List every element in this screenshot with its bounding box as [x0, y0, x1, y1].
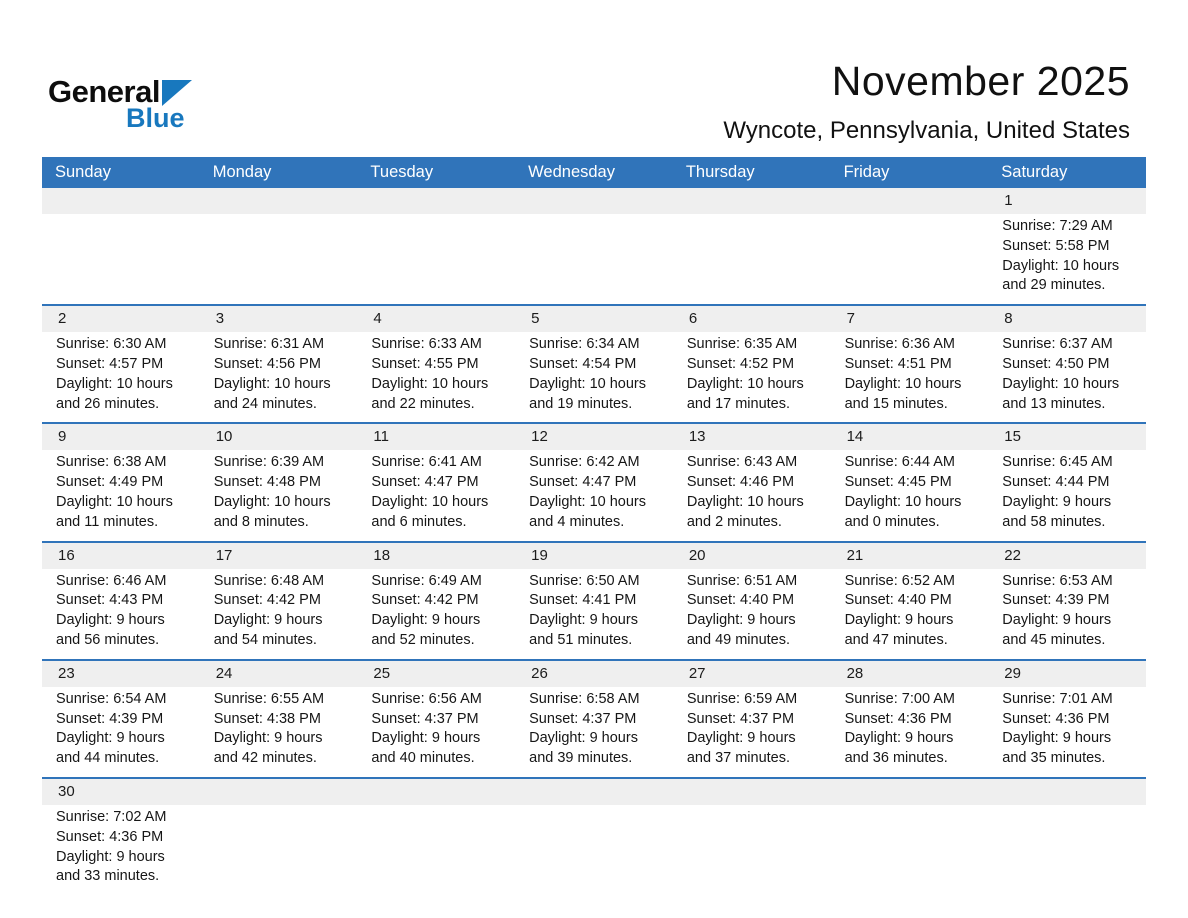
- day-details: [831, 687, 989, 777]
- day-number-strip: [357, 661, 515, 687]
- daylight-line-2: and 8 minutes.: [213, 513, 309, 530]
- day-number: 23: [58, 664, 75, 682]
- day-details: [673, 687, 831, 777]
- location-subtitle: Wyncote, Pennsylvania, United States: [723, 117, 1130, 144]
- daylight-line-2: and 39 minutes.: [529, 750, 633, 767]
- sunset-text: Sunset: 4:45 PM: [844, 474, 952, 491]
- calendar-table: [42, 157, 1146, 895]
- weekday-header-sunday: Sunday: [55, 163, 111, 181]
- day-cell: [357, 424, 515, 540]
- day-details: [200, 214, 358, 225]
- daylight-line-1: Daylight: 10 hours: [56, 375, 173, 392]
- day-details: [200, 687, 358, 777]
- day-number: 27: [688, 664, 706, 682]
- sunset-text: Sunset: 4:40 PM: [686, 592, 795, 609]
- day-details: [515, 450, 673, 540]
- weekday-header-thursday: Thursday: [685, 163, 755, 181]
- day-number-strip: [515, 424, 673, 450]
- daylight-line-2: and 24 minutes.: [213, 395, 317, 412]
- day-number-strip: [831, 661, 989, 687]
- day-number: 1: [1004, 192, 1013, 209]
- sunset-text: Sunset: 4:37 PM: [371, 710, 479, 727]
- sunset-text: Sunset: 4:56 PM: [213, 355, 321, 372]
- sunrise-text: Sunrise: 6:58 AM: [529, 690, 640, 707]
- day-number: 4: [373, 310, 382, 328]
- sunrise-text: Sunrise: 7:01 AM: [1002, 690, 1113, 707]
- sunrise-text: Sunrise: 6:46 AM: [56, 572, 167, 589]
- day-number-strip: [831, 543, 989, 569]
- sunrise-text: Sunrise: 6:33 AM: [371, 336, 482, 353]
- day-details: [988, 569, 1146, 659]
- day-number-strip: [200, 661, 358, 687]
- day-number: 9: [58, 428, 67, 446]
- daylight-line-1: Daylight: 9 hours: [1002, 730, 1112, 747]
- day-cell: [673, 424, 831, 540]
- day-number-strip: [42, 306, 200, 332]
- sunset-text: Sunset: 4:47 PM: [371, 474, 479, 491]
- sunset-text: Sunset: 4:39 PM: [56, 710, 164, 727]
- sunrise-text: Sunrise: 6:48 AM: [213, 572, 325, 589]
- sunset-text: Sunset: 4:54 PM: [529, 355, 637, 372]
- sunset-text: Sunset: 4:50 PM: [1002, 355, 1110, 372]
- daylight-line-1: Daylight: 9 hours: [844, 730, 954, 747]
- day-number-strip: [831, 306, 989, 332]
- day-details: [673, 332, 831, 422]
- sunrise-text: Sunrise: 6:50 AM: [529, 572, 640, 589]
- day-cell: [42, 306, 200, 422]
- week-row: [42, 659, 1146, 777]
- day-number: 2: [58, 310, 67, 328]
- daylight-line-2: and 47 minutes.: [844, 631, 948, 648]
- sunset-text: Sunset: 4:43 PM: [56, 592, 164, 609]
- daylight-line-2: and 22 minutes.: [371, 395, 475, 412]
- empty-day-cell: [357, 779, 515, 895]
- daylight-line-1: Daylight: 10 hours: [529, 493, 647, 510]
- day-details: [200, 569, 358, 659]
- day-number-strip: [515, 188, 673, 214]
- page-title: November 2025: [831, 58, 1130, 104]
- day-number-strip: [42, 543, 200, 569]
- daylight-line-1: Daylight: 9 hours: [1002, 612, 1112, 629]
- day-number-strip: [42, 661, 200, 687]
- day-details: [988, 805, 1146, 816]
- day-number-strip: [357, 306, 515, 332]
- calendar-body: [42, 188, 1146, 895]
- daylight-line-2: and 4 minutes.: [529, 513, 625, 530]
- day-details: [831, 332, 989, 422]
- day-cell: [200, 543, 358, 659]
- day-number-strip: [515, 779, 673, 805]
- day-number: 8: [1004, 310, 1013, 328]
- day-number-strip: [357, 779, 515, 805]
- daylight-line-1: Daylight: 9 hours: [529, 612, 638, 629]
- day-number-strip: [515, 543, 673, 569]
- daylight-line-1: Daylight: 10 hours: [213, 375, 331, 392]
- daylight-line-1: Daylight: 9 hours: [1002, 493, 1112, 510]
- day-cell: [673, 306, 831, 422]
- daylight-line-1: Daylight: 10 hours: [529, 375, 647, 392]
- day-number: 5: [531, 310, 540, 328]
- week-row: [42, 188, 1146, 304]
- day-details: [515, 687, 673, 777]
- day-details: [42, 214, 200, 225]
- sunrise-text: Sunrise: 6:36 AM: [844, 336, 955, 353]
- weekday-header-row: [42, 157, 1146, 188]
- day-number-strip: [988, 779, 1146, 805]
- sunrise-text: Sunrise: 6:43 AM: [686, 454, 798, 471]
- day-number-strip: [988, 543, 1146, 569]
- day-details: [988, 332, 1146, 422]
- daylight-line-2: and 13 minutes.: [1002, 395, 1106, 412]
- day-details: [831, 214, 989, 225]
- day-number-strip: [515, 306, 673, 332]
- day-number: 11: [373, 428, 389, 446]
- weekday-header-tuesday: Tuesday: [370, 163, 434, 181]
- sunset-text: Sunset: 4:52 PM: [686, 355, 795, 372]
- empty-day-cell: [200, 779, 358, 895]
- day-details: [200, 332, 358, 422]
- empty-day-cell: [673, 779, 831, 895]
- day-cell: [42, 543, 200, 659]
- day-details: [515, 214, 673, 225]
- day-number-strip: [200, 306, 358, 332]
- day-details: [42, 805, 200, 895]
- sunset-text: Sunset: 4:57 PM: [56, 355, 164, 372]
- day-number-strip: [357, 188, 515, 214]
- day-number: 24: [215, 664, 233, 682]
- sunrise-text: Sunrise: 7:00 AM: [844, 690, 955, 707]
- daylight-line-1: Daylight: 10 hours: [56, 493, 173, 510]
- sunset-text: Sunset: 4:39 PM: [1002, 592, 1110, 609]
- day-number-strip: [200, 188, 358, 214]
- daylight-line-1: Daylight: 10 hours: [686, 375, 804, 392]
- day-number: 3: [215, 310, 225, 328]
- day-number: 29: [1004, 664, 1021, 682]
- day-number-strip: [200, 424, 358, 450]
- day-details: [357, 332, 515, 422]
- day-cell: [515, 543, 673, 659]
- logo-text-general: General: [48, 74, 160, 109]
- week-row: [42, 422, 1146, 540]
- day-number-strip: [831, 779, 989, 805]
- sunrise-text: Sunrise: 6:56 AM: [371, 690, 482, 707]
- sunset-text: Sunset: 4:44 PM: [1002, 474, 1110, 491]
- daylight-line-2: and 0 minutes.: [844, 513, 940, 530]
- day-cell: [988, 424, 1146, 540]
- day-number-strip: [515, 661, 673, 687]
- empty-day-cell: [200, 188, 358, 304]
- day-cell: [357, 661, 515, 777]
- daylight-line-2: and 40 minutes.: [371, 750, 475, 767]
- empty-day-cell: [673, 188, 831, 304]
- sunrise-text: Sunrise: 6:45 AM: [1002, 454, 1113, 471]
- day-details: [988, 214, 1146, 304]
- weekday-header-monday: Monday: [212, 163, 272, 181]
- sunset-text: Sunset: 4:47 PM: [529, 474, 637, 491]
- day-cell: [357, 306, 515, 422]
- daylight-line-2: and 33 minutes.: [56, 868, 160, 885]
- sunrise-text: Sunrise: 6:51 AM: [686, 572, 798, 589]
- weekday-header-friday: Friday: [843, 163, 890, 181]
- day-details: [42, 332, 200, 422]
- sunrise-text: Sunrise: 6:44 AM: [844, 454, 955, 471]
- empty-day-cell: [42, 188, 200, 304]
- day-number-strip: [988, 661, 1146, 687]
- day-number: 16: [58, 546, 75, 564]
- day-details: [831, 569, 989, 659]
- sunset-text: Sunset: 4:46 PM: [686, 474, 795, 491]
- daylight-line-2: and 19 minutes.: [529, 395, 633, 412]
- day-number-strip: [673, 424, 831, 450]
- day-number: 13: [688, 428, 706, 446]
- day-number: 26: [531, 664, 548, 682]
- daylight-line-2: and 35 minutes.: [1002, 750, 1106, 767]
- day-details: [42, 569, 200, 659]
- daylight-line-2: and 49 minutes.: [686, 631, 791, 648]
- sunset-text: Sunset: 5:58 PM: [1002, 237, 1110, 254]
- daylight-line-1: Daylight: 9 hours: [56, 612, 165, 629]
- daylight-line-1: Daylight: 9 hours: [686, 730, 796, 747]
- day-number: 10: [215, 428, 233, 446]
- daylight-line-2: and 58 minutes.: [1002, 513, 1106, 530]
- empty-day-cell: [515, 779, 673, 895]
- day-details: [515, 569, 673, 659]
- day-cell: [831, 543, 989, 659]
- day-cell: [673, 543, 831, 659]
- daylight-line-1: Daylight: 9 hours: [371, 730, 481, 747]
- day-number: 25: [373, 664, 391, 682]
- daylight-line-2: and 36 minutes.: [844, 750, 948, 767]
- daylight-line-1: Daylight: 9 hours: [56, 848, 165, 865]
- empty-day-cell: [357, 188, 515, 304]
- day-number-strip: [988, 424, 1146, 450]
- day-number-strip: [357, 424, 515, 450]
- sunset-text: Sunset: 4:37 PM: [529, 710, 637, 727]
- sunrise-text: Sunrise: 6:49 AM: [371, 572, 482, 589]
- day-details: [357, 687, 515, 777]
- day-details: [673, 214, 831, 225]
- sunset-text: Sunset: 4:40 PM: [844, 592, 952, 609]
- day-number-strip: [831, 188, 989, 214]
- day-details: [515, 805, 673, 816]
- day-number: 19: [531, 546, 548, 564]
- daylight-line-1: Daylight: 10 hours: [213, 493, 331, 510]
- day-cell: [831, 661, 989, 777]
- day-details: [357, 214, 515, 225]
- sunrise-text: Sunrise: 6:53 AM: [1002, 572, 1113, 589]
- empty-day-cell: [988, 779, 1146, 895]
- day-number: 15: [1004, 428, 1021, 446]
- daylight-line-2: and 26 minutes.: [56, 395, 160, 412]
- day-number-strip: [42, 779, 200, 805]
- daylight-line-1: Daylight: 10 hours: [1002, 375, 1120, 392]
- sunrise-text: Sunrise: 6:34 AM: [529, 336, 640, 353]
- day-cell: [515, 306, 673, 422]
- sunrise-text: Sunrise: 6:54 AM: [56, 690, 167, 707]
- title-block: [723, 58, 1130, 145]
- sunrise-text: Sunrise: 6:41 AM: [371, 454, 482, 471]
- week-row: [42, 304, 1146, 422]
- daylight-line-1: Daylight: 10 hours: [686, 493, 804, 510]
- day-cell: [988, 306, 1146, 422]
- day-number-strip: [673, 661, 831, 687]
- day-cell: [988, 661, 1146, 777]
- day-details: [988, 687, 1146, 777]
- day-details: [515, 332, 673, 422]
- daylight-line-1: Daylight: 10 hours: [371, 493, 489, 510]
- day-cell: [988, 543, 1146, 659]
- day-cell: [831, 306, 989, 422]
- day-cell: [357, 543, 515, 659]
- sunset-text: Sunset: 4:36 PM: [1002, 710, 1110, 727]
- sunrise-text: Sunrise: 6:31 AM: [213, 336, 325, 353]
- daylight-line-1: Daylight: 9 hours: [844, 612, 954, 629]
- day-cell: [831, 424, 989, 540]
- day-number-strip: [988, 306, 1146, 332]
- daylight-line-2: and 2 minutes.: [686, 513, 782, 530]
- daylight-line-1: Daylight: 10 hours: [1002, 257, 1120, 274]
- day-number-strip: [200, 543, 358, 569]
- day-number: 28: [846, 664, 864, 682]
- sunset-text: Sunset: 4:37 PM: [686, 710, 795, 727]
- daylight-line-1: Daylight: 10 hours: [844, 375, 962, 392]
- sunrise-text: Sunrise: 6:35 AM: [686, 336, 798, 353]
- day-details: [673, 450, 831, 540]
- sunset-text: Sunset: 4:36 PM: [844, 710, 952, 727]
- day-number: 6: [688, 310, 698, 328]
- sunrise-text: Sunrise: 6:38 AM: [56, 454, 167, 471]
- day-number-strip: [42, 188, 200, 214]
- day-details: [673, 569, 831, 659]
- day-number-strip: [357, 543, 515, 569]
- day-cell: [42, 424, 200, 540]
- day-number-strip: [42, 424, 200, 450]
- sunrise-text: Sunrise: 6:42 AM: [529, 454, 640, 471]
- empty-day-cell: [515, 188, 673, 304]
- daylight-line-2: and 37 minutes.: [686, 750, 791, 767]
- daylight-line-2: and 42 minutes.: [213, 750, 317, 767]
- daylight-line-1: Daylight: 9 hours: [529, 730, 638, 747]
- week-row: [42, 777, 1146, 895]
- daylight-line-1: Daylight: 10 hours: [844, 493, 962, 510]
- day-cell: [42, 779, 200, 895]
- day-cell: [200, 661, 358, 777]
- daylight-line-2: and 11 minutes.: [56, 513, 159, 530]
- day-details: [42, 450, 200, 540]
- daylight-line-1: Daylight: 9 hours: [56, 730, 165, 747]
- logo-triangle-icon: [162, 78, 192, 106]
- daylight-line-1: Daylight: 9 hours: [213, 730, 323, 747]
- day-details: [673, 805, 831, 816]
- day-details: [200, 450, 358, 540]
- day-number-strip: [673, 306, 831, 332]
- day-details: [357, 569, 515, 659]
- sunset-text: Sunset: 4:42 PM: [213, 592, 321, 609]
- empty-day-cell: [831, 188, 989, 304]
- day-cell: [673, 661, 831, 777]
- empty-day-cell: [831, 779, 989, 895]
- day-number: 21: [846, 546, 864, 564]
- day-number: 7: [846, 310, 855, 328]
- sunrise-text: Sunrise: 6:37 AM: [1002, 336, 1113, 353]
- day-number: 20: [688, 546, 706, 564]
- day-details: [831, 450, 989, 540]
- day-number-strip: [831, 424, 989, 450]
- daylight-line-2: and 45 minutes.: [1002, 631, 1106, 648]
- sunrise-text: Sunrise: 6:52 AM: [844, 572, 955, 589]
- sunset-text: Sunset: 4:41 PM: [529, 592, 637, 609]
- sunrise-text: Sunrise: 6:59 AM: [686, 690, 798, 707]
- day-number: 17: [215, 546, 233, 564]
- day-details: [831, 805, 989, 816]
- day-cell: [515, 424, 673, 540]
- sunset-text: Sunset: 4:42 PM: [371, 592, 479, 609]
- day-number-strip: [200, 779, 358, 805]
- day-number-strip: [988, 188, 1146, 214]
- sunset-text: Sunset: 4:49 PM: [56, 474, 164, 491]
- day-cell: [200, 306, 358, 422]
- day-details: [42, 687, 200, 777]
- daylight-line-1: Daylight: 10 hours: [371, 375, 489, 392]
- day-number: 22: [1004, 546, 1021, 564]
- daylight-line-2: and 6 minutes.: [371, 513, 467, 530]
- daylight-line-1: Daylight: 9 hours: [213, 612, 323, 629]
- sunset-text: Sunset: 4:38 PM: [213, 710, 321, 727]
- daylight-line-2: and 17 minutes.: [686, 395, 791, 412]
- sunrise-text: Sunrise: 6:39 AM: [213, 454, 325, 471]
- day-cell: [515, 661, 673, 777]
- general-blue-logo: [48, 76, 192, 132]
- sunrise-text: Sunrise: 6:30 AM: [56, 336, 167, 353]
- sunset-text: Sunset: 4:36 PM: [56, 828, 164, 845]
- day-number: 30: [58, 782, 75, 800]
- sunrise-text: Sunrise: 6:55 AM: [213, 690, 325, 707]
- daylight-line-1: Daylight: 9 hours: [371, 612, 481, 629]
- day-number-strip: [673, 779, 831, 805]
- day-number-strip: [673, 188, 831, 214]
- weekday-header-wednesday: Wednesday: [528, 163, 615, 181]
- weekday-header-saturday: Saturday: [1001, 163, 1068, 181]
- day-details: [357, 450, 515, 540]
- logo-text-blue: Blue: [126, 103, 185, 133]
- sunset-text: Sunset: 4:51 PM: [844, 355, 952, 372]
- sunrise-text: Sunrise: 7:02 AM: [56, 808, 167, 825]
- daylight-line-2: and 15 minutes.: [844, 395, 948, 412]
- week-row: [42, 541, 1146, 659]
- daylight-line-1: Daylight: 9 hours: [686, 612, 796, 629]
- day-number: 12: [531, 428, 548, 446]
- daylight-line-2: and 56 minutes.: [56, 631, 160, 648]
- day-details: [200, 805, 358, 816]
- daylight-line-2: and 51 minutes.: [529, 631, 633, 648]
- day-details: [357, 805, 515, 816]
- day-number: 18: [373, 546, 391, 564]
- day-cell: [988, 188, 1146, 304]
- sunrise-text: Sunrise: 7:29 AM: [1002, 218, 1113, 234]
- day-number-strip: [673, 543, 831, 569]
- day-details: [988, 450, 1146, 540]
- day-number: 14: [846, 428, 864, 446]
- daylight-line-2: and 52 minutes.: [371, 631, 475, 648]
- day-cell: [42, 661, 200, 777]
- sunset-text: Sunset: 4:48 PM: [213, 474, 321, 491]
- day-cell: [200, 424, 358, 540]
- daylight-line-2: and 44 minutes.: [56, 750, 160, 767]
- sunset-text: Sunset: 4:55 PM: [371, 355, 479, 372]
- daylight-line-2: and 29 minutes.: [1002, 277, 1106, 294]
- daylight-line-2: and 54 minutes.: [213, 631, 317, 648]
